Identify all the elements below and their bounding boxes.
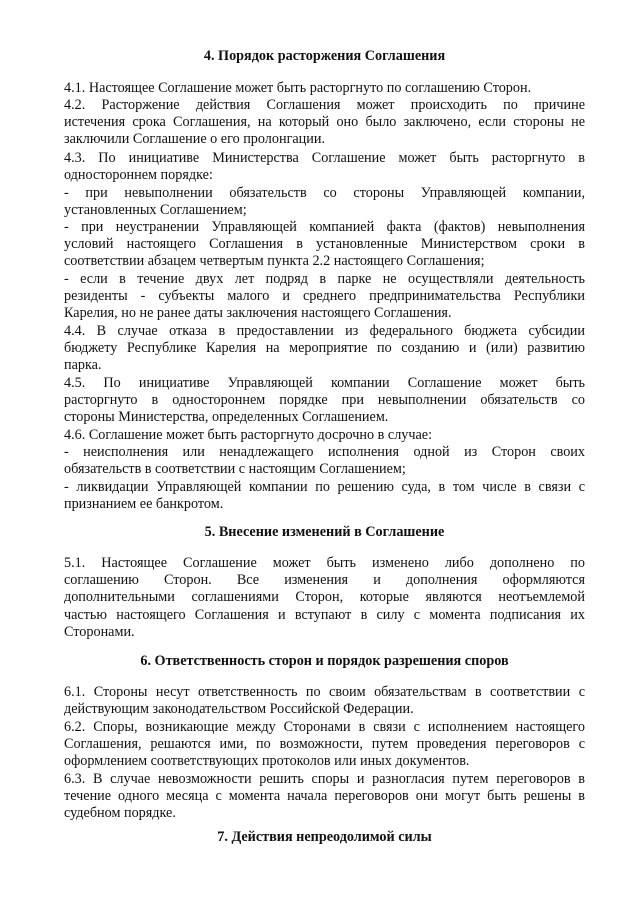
- clause-4-6-item-1: [64, 444, 585, 478]
- text-line: стороны Министерства, определенных Соглашением.: [64, 409, 389, 426]
- text-line: условий настоящего Соглашения в установленные Министерством сроки в: [64, 236, 585, 253]
- text-line: - ликвидации Управляющей компании по решению суда, в том числе в связи с: [64, 479, 585, 495]
- text-line: - если в течение двух лет подряд в парке не осуществляли деятельность: [64, 271, 585, 287]
- text-line: 4.3. По инициативе Министерства Соглашение может быть расторгнуто в: [64, 150, 585, 166]
- text-line: 4.6. Соглашение может быть расторгнуто досрочно в случае:: [64, 427, 433, 443]
- section-7-heading: 7. Действия непреодолимой силы: [217, 829, 432, 845]
- text-line: течение одного месяца с момента начала переговоров они могут быть решены в: [64, 788, 585, 805]
- text-line: одностороннем порядке:: [64, 167, 213, 184]
- text-line: оформлением соответствующих протоколов или иных документов.: [64, 753, 470, 770]
- text-line: резиденты - субъекты малого и среднего предпринимательства Республики: [64, 288, 585, 305]
- text-line: бюджету Республике Карелия на мероприятие по созданию и (или) развитию: [64, 340, 585, 357]
- text-line: частью настоящего Соглашения и вступают в силу с момента подписания их: [64, 606, 585, 623]
- text-line: 5.1. Настоящее Соглашение может быть изменено либо дополнено по: [64, 555, 585, 571]
- text-line: расторгнуто в одностороннем порядке при невыполнении обязательств со: [64, 392, 585, 409]
- text-line: действующим законодательством Российской Федерации.: [64, 701, 414, 718]
- text-line: 6.2. Споры, возникающие между Сторонами в связи с исполнением настоящего: [64, 719, 585, 735]
- clause-6-3: [64, 771, 585, 823]
- section-4-heading: 4. Порядок расторжения Соглашения: [203, 48, 446, 64]
- text-line: 4.5. По инициативе Управляющей компании Соглашение может быть: [64, 375, 585, 391]
- text-line: заключили Соглашение о его пролонгации.: [64, 131, 326, 148]
- section-6-heading: 6. Ответственность сторон и порядок разрешения споров: [140, 653, 509, 669]
- clause-4-3-item-1: [64, 185, 585, 219]
- text-line: истечения срока Соглашения, на который оно было заключено, если стороны не: [64, 114, 585, 131]
- clause-4-3: [64, 150, 585, 184]
- text-line: 6.1. Стороны несут ответственность по своим обязательствам в соответствии с: [64, 684, 585, 700]
- clause-4-6-item-2: [64, 479, 585, 513]
- clause-4-3-item-3: [64, 271, 585, 323]
- text-line: Соглашения, решаются ими, по возможности, путем проведения переговоров с: [64, 736, 585, 753]
- text-line: установленных Соглашением;: [64, 202, 247, 219]
- text-line: Сторонами.: [64, 623, 135, 640]
- text-line: - при неустранении Управляющей компанией факта (фактов) невыполнения: [64, 219, 585, 235]
- clause-4-1: [64, 80, 585, 97]
- text-line: соглашению Сторон. Все изменения и дополнения оформляются: [64, 572, 585, 589]
- clause-4-2: [64, 97, 585, 149]
- text-line: парка.: [64, 357, 102, 374]
- clause-6-2: [64, 719, 585, 771]
- text-line: - неисполнения или ненадлежащего исполнения одной из Сторон своих: [64, 444, 585, 460]
- text-line: Карелия, но не ранее даты заключения настоящего Соглашения.: [64, 305, 452, 322]
- text-line: 4.4. В случае отказа в предоставлении из федерального бюджета субсидии: [64, 323, 585, 339]
- text-line: обязательств в соответствии с настоящим Соглашением;: [64, 461, 406, 478]
- text-line: - при невыполнении обязательств со стороны Управляющей компании,: [64, 185, 585, 201]
- text-line: дополнительными соглашениями Сторон, которые являются неотъемлемой: [64, 589, 585, 606]
- text-line: 4.1. Настоящее Соглашение может быть расторгнуто по соглашению Сторон.: [64, 80, 532, 96]
- text-line: признанием ее банкротом.: [64, 496, 224, 513]
- text-line: соответствии абзацем четвертым пункта 2.2 настоящего Соглашения;: [64, 253, 485, 270]
- clause-4-5: [64, 375, 585, 427]
- text-line: 6.3. В случае невозможности решить споры и разногласия путем переговоров в: [64, 771, 585, 787]
- clause-6-1: [64, 684, 585, 718]
- clause-4-6: [64, 427, 585, 444]
- document-page: [64, 0, 585, 905]
- text-line: 4.2. Расторжение действия Соглашения может происходить по причине: [64, 97, 585, 113]
- text-line: судебном порядке.: [64, 805, 176, 822]
- section-5-heading: 5. Внесение изменений в Соглашение: [204, 524, 445, 540]
- clause-4-3-item-2: [64, 219, 585, 271]
- clause-4-4: [64, 323, 585, 375]
- clause-5-1: [64, 555, 585, 641]
